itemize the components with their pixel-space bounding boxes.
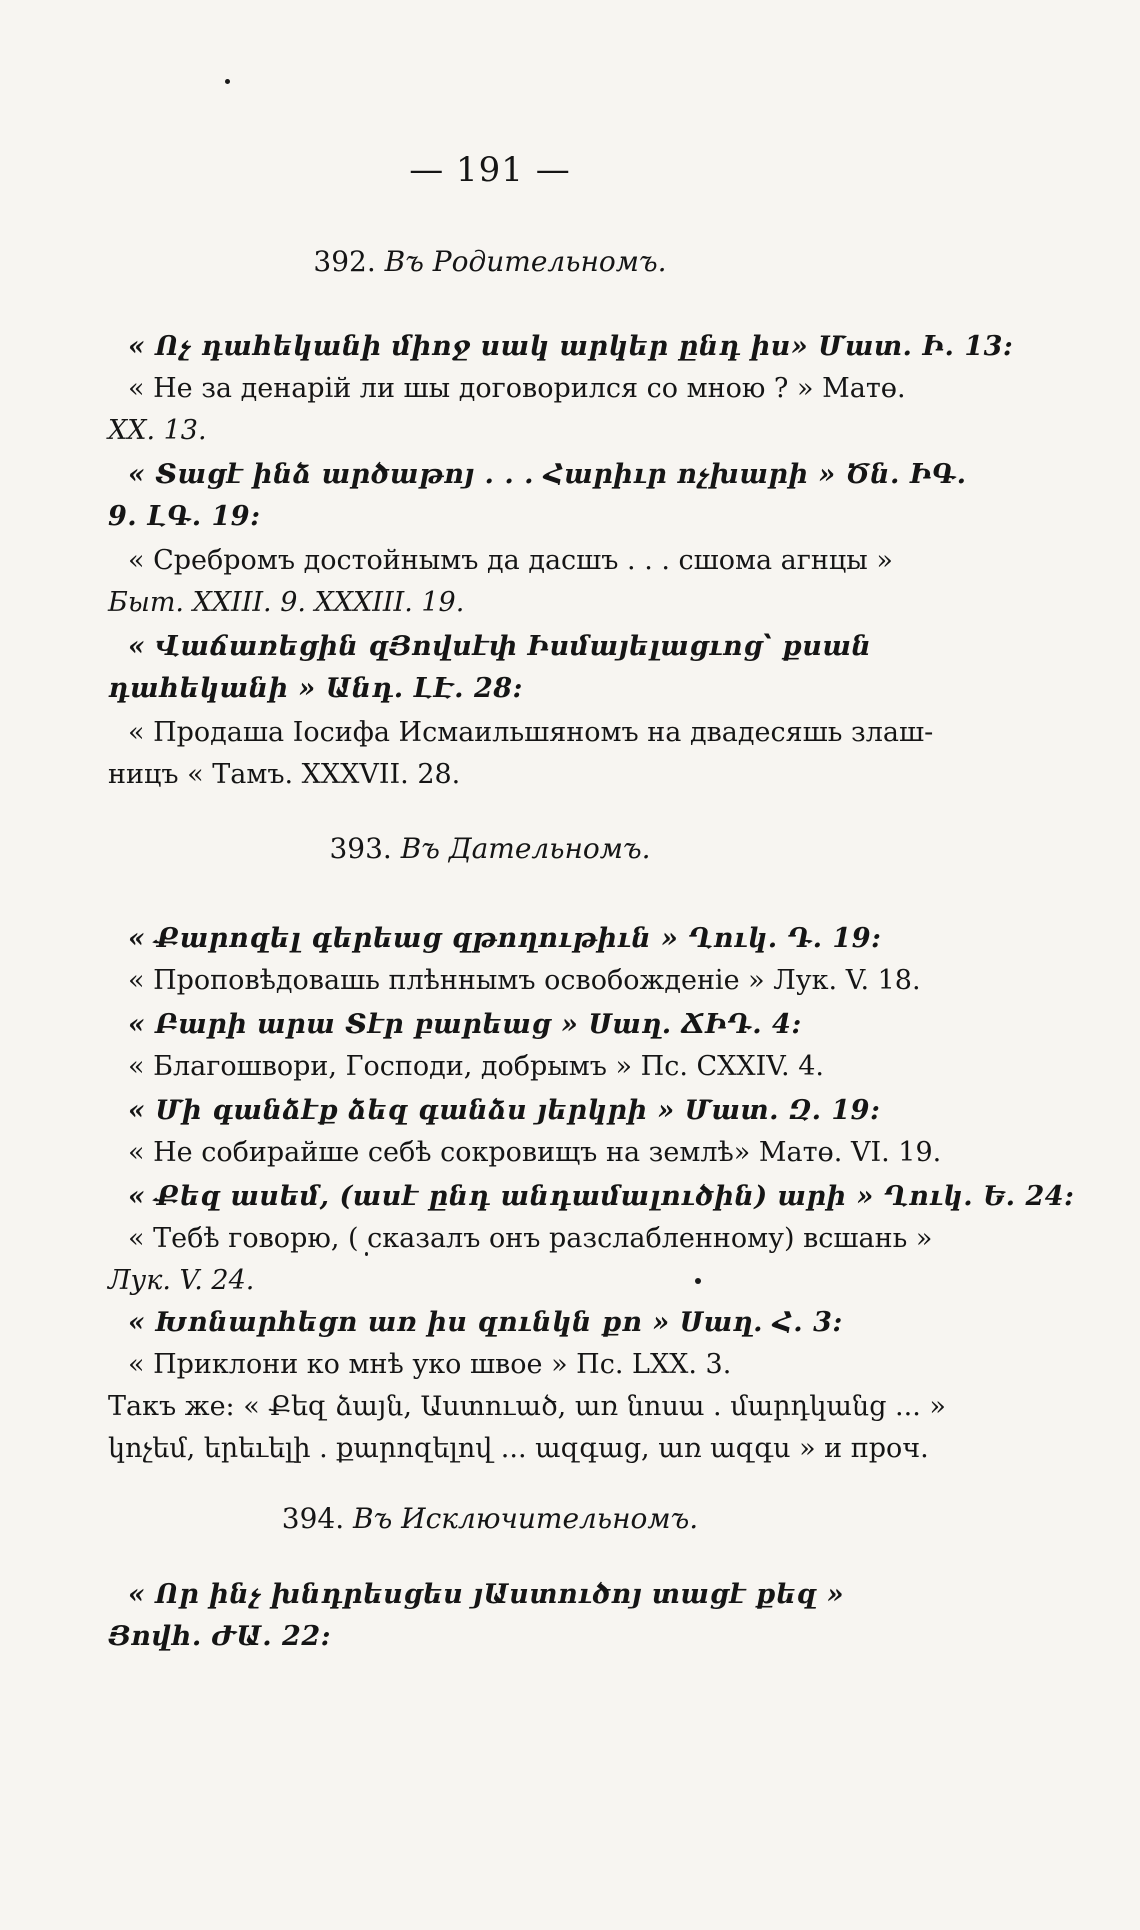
text-line: « Приклони ко мнѣ уко швое » Пс. LXX. 3. — [128, 1349, 732, 1380]
text-line: 9. ԼԳ. 19: — [108, 501, 261, 532]
text-line: կոչեմ, երեւելի . քարոզելով ... ազգաց, առ ազգս » и проч. — [108, 1433, 929, 1464]
section-label: Въ Дательномъ. — [400, 832, 651, 865]
text-line: « Տացէ ինձ արծաթոյ . . . Հարիւր ոչխարի » Ծն. ԻԳ. — [128, 459, 967, 490]
section-label: Въ Родительномъ. — [384, 245, 667, 278]
text-line: « Որ ինչ խնդրեսցես յԱստուծոյ տացէ քեզ » — [128, 1579, 845, 1610]
text-line: Такъ же: « Քեզ ձայն, Աստուած, առ նոսա . մարդկանց ... » — [108, 1391, 946, 1422]
text-line: Лук. V. 24. — [108, 1265, 255, 1296]
section-number: 392. — [313, 245, 376, 278]
text-line: « Վաճառեցին զՅովսէփ Իսմայելացւոց՝ քսան — [128, 631, 872, 662]
text-line: « Քարոզել գերեաց զթողութիւն » Ղուկ. Դ. 19: — [128, 923, 882, 954]
text-line: « Բարի արա Տէր բարեաց » Սաղ. ՃԻԴ. 4: — [128, 1009, 802, 1040]
section-number: 394. — [281, 1502, 345, 1535]
text-line: « Благошвори, Господи, добрымъ » Пс. CXXIV. 4. — [128, 1051, 824, 1082]
text-line: ницъ « Тамъ. XXXVII. 28. — [108, 759, 461, 790]
text-line: « Մի գանձէք ձեզ գանձս յերկրի » Մատ. Զ. 19: — [128, 1095, 881, 1126]
section-label: Въ Исключительномъ. — [353, 1502, 699, 1535]
text-line: « Не собирайше себѣ сокровищъ на землѣ» Матө. VI. 19. — [128, 1137, 942, 1168]
text-line: « Ոչ դահեկանի միոջ սակ արկեր ընդ իս» Մատ. Ի. 13: — [128, 331, 1014, 362]
text-line: « Продаша Іосифа Исмаильшяномъ на двадесяшь злаш- — [128, 717, 934, 748]
text-line: « Не за денарій ли шы договорился со мною ? » Матө. — [128, 373, 906, 404]
text-line: XX. 13. — [108, 415, 207, 446]
text-line: « Խոնարհեցո առ իս զունկն քո » Սաղ. Հ. 3: — [128, 1307, 843, 1338]
section-heading-394 — [0, 1502, 980, 1535]
text-line: Յովհ. ԺԱ. 22: — [108, 1621, 332, 1652]
section-heading-393 — [0, 832, 980, 865]
page-number: — 191 — — [409, 150, 571, 190]
text-line: « Пропов‍ѣдовашь плѣннымъ освобожденіе » Лук. V. 18. — [128, 965, 921, 996]
text-line: « Тебѣ говорю, ( сказалъ онъ разслабленному) всшань » — [128, 1223, 933, 1254]
text-line: « Сребромъ достойнымъ да дасшъ . . . сшома агнцы » — [128, 545, 893, 576]
text-line: դահեկանի » Անդ. ԼԷ. 28: — [108, 673, 523, 704]
section-number: 393. — [329, 832, 392, 865]
ink-speck — [225, 79, 230, 84]
text-line: Быт. XXIII. 9. XXXIII. 19. — [108, 587, 465, 618]
section-heading-392 — [0, 245, 980, 278]
text-line: « Քեզ ասեմ, (ասէ ընդ անդամալուծին) արի » Ղուկ. Ե. 24: — [128, 1181, 1075, 1212]
